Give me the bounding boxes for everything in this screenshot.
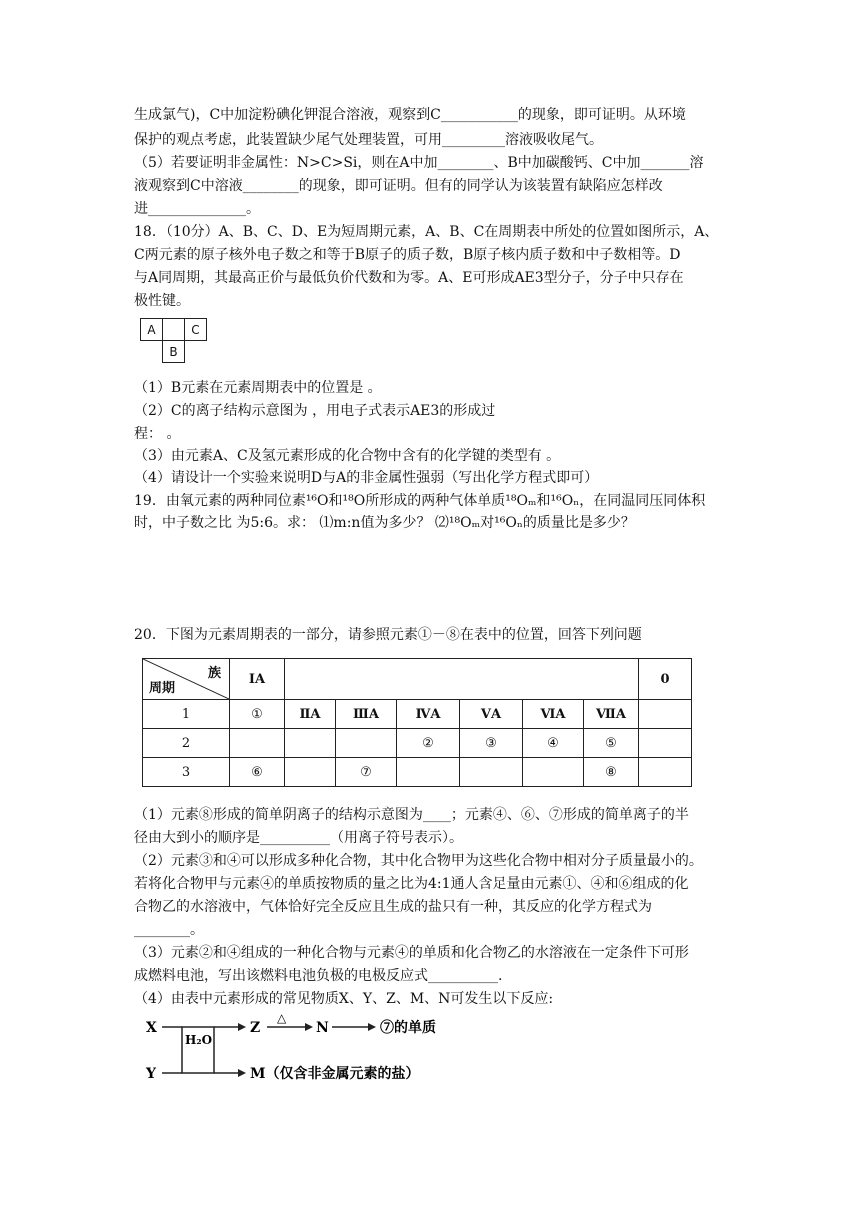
- flow-product: ⑦的单质: [380, 1020, 436, 1036]
- table-cell: ⅣA: [397, 700, 460, 729]
- text-line: 极性键。: [134, 293, 190, 309]
- text-line: 成燃料电池，写出该燃料电池负极的电极反应式__________.: [134, 968, 503, 984]
- table-cell: ④: [523, 729, 584, 758]
- flow-n: N: [316, 1020, 329, 1036]
- question-20: 20．下图为元素周期表的一部分，请参照元素①－⑧在表中的位置，回答下列问题: [134, 627, 642, 643]
- text-line: ________。: [134, 922, 204, 938]
- table-cell: ①: [230, 700, 285, 729]
- periodic-table: [142, 658, 692, 787]
- table-cell: 3: [143, 758, 230, 787]
- text-line: （2）元素③和④可以形成多种化合物，其中化合物甲为这些化合物中相对分子质量最小的。: [134, 853, 703, 869]
- text-line: 程： 。: [134, 426, 181, 442]
- text-line: 保护的观点考虑，此装置缺少尾气处理装置，可用_________溶液吸收尾气。: [134, 132, 603, 148]
- reaction-flow-diagram: [140, 1010, 480, 1090]
- table-cell: [639, 700, 692, 729]
- text-line: 合物乙的水溶液中，气体恰好完全反应且生成的盐只有一种，其反应的化学方程式为: [134, 899, 652, 915]
- table-cell: 1: [143, 700, 230, 729]
- table-cell: ③: [460, 729, 523, 758]
- table-cell: [523, 758, 584, 787]
- question-18: 18．（10分）A、B、C、D、E为短周期元素，A、B、C在周期表中所处的位置如图所示，A、: [134, 224, 719, 240]
- text-line: （4）请设计一个实验来说明D与A的非金属性强弱（写出化学方程式即可）: [134, 470, 599, 486]
- text-line: 若将化合物甲与元素④的单质按物质的量之比为4:1通人含足量由元素①、④和⑥组成的化: [134, 876, 689, 892]
- table-cell: [397, 758, 460, 787]
- flow-water: H₂O: [185, 1033, 213, 1047]
- corner-period-label: 周期: [149, 681, 176, 696]
- flow-y: Y: [146, 1066, 156, 1082]
- text-line: （3）元素②和④组成的一种化合物与元素④的单质和化合物乙的水溶液在一定条件下可形: [134, 945, 689, 961]
- grid-cell-c: C: [184, 318, 207, 341]
- table-cell: [285, 729, 336, 758]
- header-ia: IA: [230, 659, 285, 700]
- table-cell: 2: [143, 729, 230, 758]
- table-cell: [639, 729, 692, 758]
- table-cell: ⅡA: [285, 700, 336, 729]
- text-line: （2）C的离子结构示意图为 ，用电子式表示AE3的形成过: [134, 403, 496, 419]
- table-cell: ⑥: [230, 758, 285, 787]
- text-line: 液观察到C中溶液________的现象，即可证明。但有的同学认为该装置有缺陷应怎样改: [134, 178, 663, 194]
- header-0: 0: [639, 659, 692, 700]
- table-cell: ⅦA: [584, 700, 639, 729]
- header-span: [285, 659, 639, 700]
- table-cell: ②: [397, 729, 460, 758]
- text-line: （4）由表中元素形成的常见物质X、Y、Z、M、N可发生以下反应:: [134, 991, 554, 1007]
- grid-cell-empty: [162, 318, 185, 341]
- text-line: 径由大到小的顺序是__________（用离子符号表示）。: [134, 830, 463, 846]
- text-line: （1）元素⑧形成的简单阴离子的结构示意图为____；元素④、⑥、⑦形成的简单离子的半: [134, 807, 689, 823]
- text-line: （3）由元素A、C及氢元素形成的化合物中含有的化学键的类型有 。: [134, 448, 561, 464]
- table-cell: [336, 729, 397, 758]
- table-corner: [143, 659, 230, 700]
- table-cell: [639, 758, 692, 787]
- text-line: C两元素的原子核外电子数之和等于B原子的质子数，B原子核内质子数和中子数相等。D: [134, 247, 681, 263]
- grid-cell-b: B: [162, 340, 185, 363]
- flow-delta: △: [277, 1011, 287, 1025]
- question-19: 19．由氧元素的两种同位素¹⁶O和¹⁸O所形成的两种气体单质¹⁸Oₘ和¹⁶Oₙ，在同温同压同体积: [134, 493, 706, 509]
- flow-z: Z: [250, 1020, 261, 1036]
- text-line: 进______________。: [134, 201, 260, 217]
- corner-group-label: 族: [207, 666, 221, 681]
- table-cell: ⑧: [584, 758, 639, 787]
- text-line: （5）若要证明非金属性：N>C>Si，则在A中加________、B中加碳酸钙、C中加_______溶: [134, 155, 704, 171]
- table-cell: [285, 758, 336, 787]
- table-cell: ⅥA: [523, 700, 584, 729]
- table-cell: ⅢA: [336, 700, 397, 729]
- table-cell: [460, 758, 523, 787]
- flow-m: M（仅含非金属元素的盐）: [250, 1066, 420, 1082]
- table-cell: ⅤA: [460, 700, 523, 729]
- text-line: 时，中子数之比 为5:6。求： ⑴m:n值为多少？ ⑵¹⁸Oₘ对¹⁶Oₙ的质量比是多少？: [134, 515, 635, 531]
- text-line: （1）B元素在元素周期表中的位置是 。: [134, 380, 382, 396]
- flow-x: X: [146, 1020, 157, 1036]
- text-line: 生成氯气)，C中加淀粉碘化钾混合溶液，观察到C___________的现象，即可证明。从环境: [134, 107, 686, 123]
- text-line: 与A同周期，其最高正价与最低负价代数和为零。A、E可形成AE3型分子，分子中只存在: [134, 270, 684, 286]
- table-cell: [230, 729, 285, 758]
- grid-cell-a: A: [140, 318, 163, 341]
- table-cell: ⑤: [584, 729, 639, 758]
- table-cell: ⑦: [336, 758, 397, 787]
